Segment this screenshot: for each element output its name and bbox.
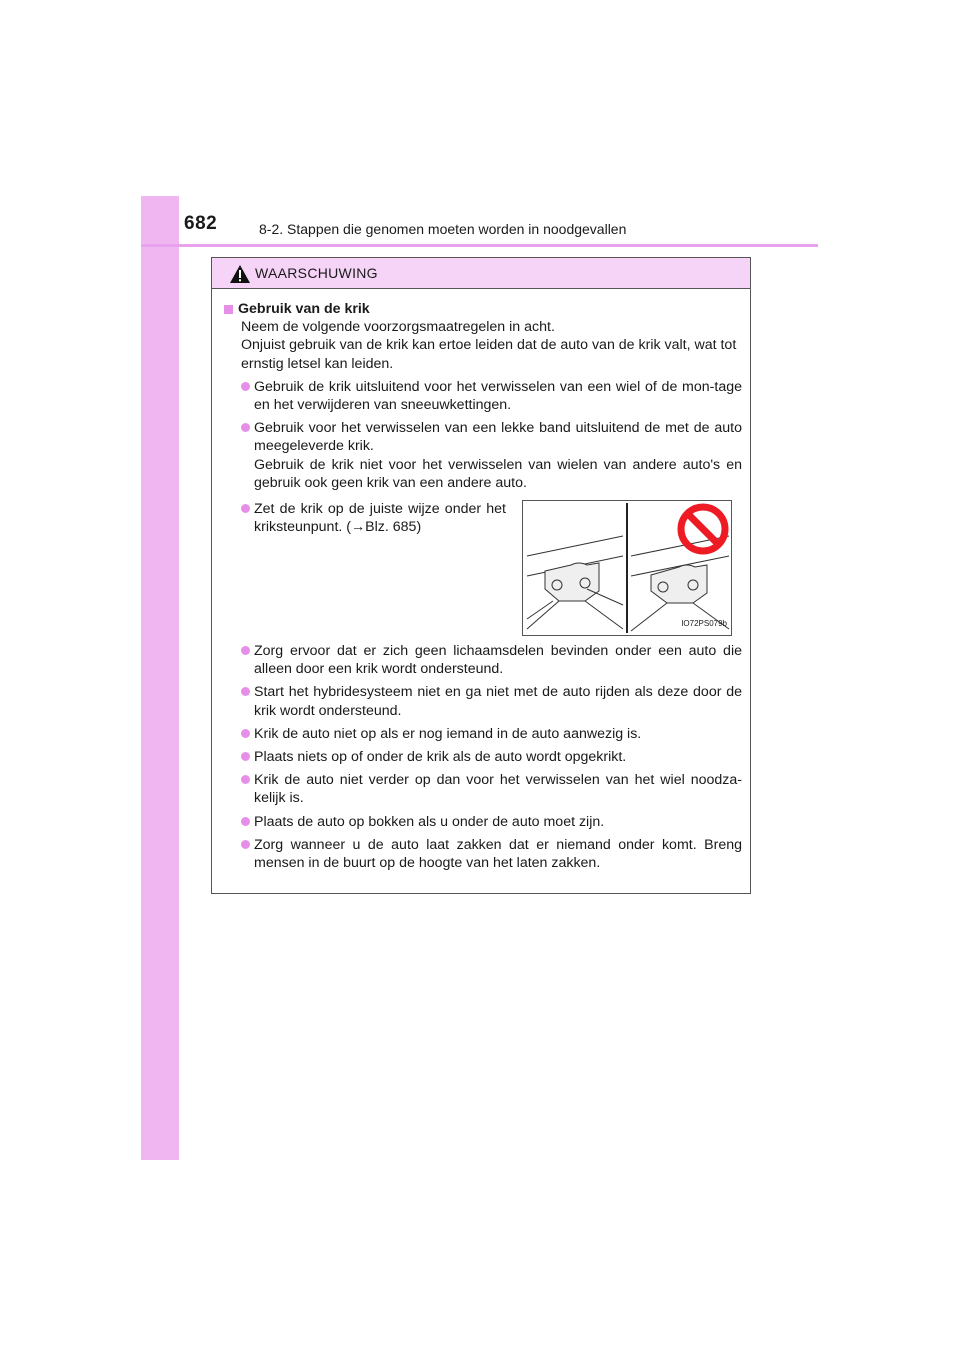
warning-header (212, 258, 750, 289)
intro-line: Onjuist gebruik van de krik kan ertoe leiden dat de auto van de krik valt, wat tot ernstig letsel kan leiden. (241, 337, 737, 372)
bullet-dot-icon (241, 382, 250, 391)
bullet-dot-icon (241, 504, 250, 513)
list-item-text: Gebruik de krik niet voor het verwisselen van wielen van andere auto's en gebruik ook geen krik van een andere auto. (254, 456, 742, 491)
list-item-text: Krik de auto niet op als er nog iemand in de auto aanwezig is. (254, 725, 642, 742)
section-title: 8-2. Stappen die genomen moeten worden in noodgevallen (259, 221, 627, 237)
list-item (224, 419, 742, 455)
header-rule (141, 244, 818, 247)
warning-box (211, 257, 751, 894)
bullet-dot-icon (241, 729, 250, 738)
bullet-dot-icon (241, 752, 250, 761)
warning-triangle-icon (229, 264, 251, 284)
bullet-dot-icon (241, 423, 250, 432)
bullet-dot-icon (241, 646, 250, 655)
list-item (224, 771, 742, 807)
list-item-continuation (224, 456, 742, 492)
list-item-text: Plaats niets op of onder de krik als de auto wordt opgekrikt. (254, 749, 627, 766)
list-item-text: Gebruik voor het verwisselen van een lekke band uitsluitend de met de auto meegeleverde krik. (254, 420, 742, 455)
list-item-text: Krik de auto niet verder op dan voor het verwisselen van het wiel noodza-kelijk is. (254, 772, 742, 807)
figure-code: IO72PS079b (681, 618, 727, 628)
warning-heading (224, 300, 742, 318)
intro-line: Neem de volgende voorzorgsmaatregelen in acht. (241, 319, 555, 336)
square-bullet-icon (224, 305, 233, 314)
bullet-dot-icon (241, 775, 250, 784)
list-item (224, 836, 742, 872)
list-item (224, 683, 742, 719)
warning-content (224, 300, 742, 877)
jack-placement-figure (522, 500, 732, 636)
bullet-dot-icon (241, 817, 250, 826)
page-number: 682 (184, 213, 218, 234)
list-item-text: Zet de krik op de juiste wijze onder het kriksteunpunt. (→Blz. 685) (254, 501, 506, 536)
bullet-dot-icon (241, 840, 250, 849)
warning-label: WAARSCHUWING (255, 265, 378, 281)
warning-heading-text: Gebruik van de krik (238, 301, 370, 317)
correct-jack-placement (527, 536, 623, 629)
list-item-text: Plaats de auto op bokken als u onder de auto moet zijn. (254, 813, 605, 830)
list-item (224, 725, 742, 743)
prohibition-icon (681, 507, 725, 551)
list-item-text: Zorg wanneer u de auto laat zakken dat er niemand onder komt. Breng mensen in de buurt op de hoogte van het laten zakken. (254, 836, 742, 872)
list-item (224, 500, 506, 636)
list-item-text: Zorg ervoor dat er zich geen lichaamsdelen bevinden onder een auto die alleen door een krik wordt ondersteund. (254, 643, 742, 678)
list-item-text: Start het hybridesysteem niet en ga niet met de auto rijden als deze door de krik wordt ondersteund. (254, 684, 742, 719)
bullet-with-figure (224, 500, 742, 636)
list-item (224, 813, 742, 831)
list-item (224, 748, 742, 766)
side-color-band (141, 196, 179, 1160)
bullet-list-bottom (224, 642, 742, 872)
list-item (224, 378, 742, 414)
list-item-text: Gebruik de krik uitsluitend voor het verwisselen van een wiel of de mon-tage en het verwijderen van sneeuwkettingen. (254, 378, 742, 414)
list-item (224, 642, 742, 678)
bullet-list-top (224, 378, 742, 492)
bullet-dot-icon (241, 687, 250, 696)
